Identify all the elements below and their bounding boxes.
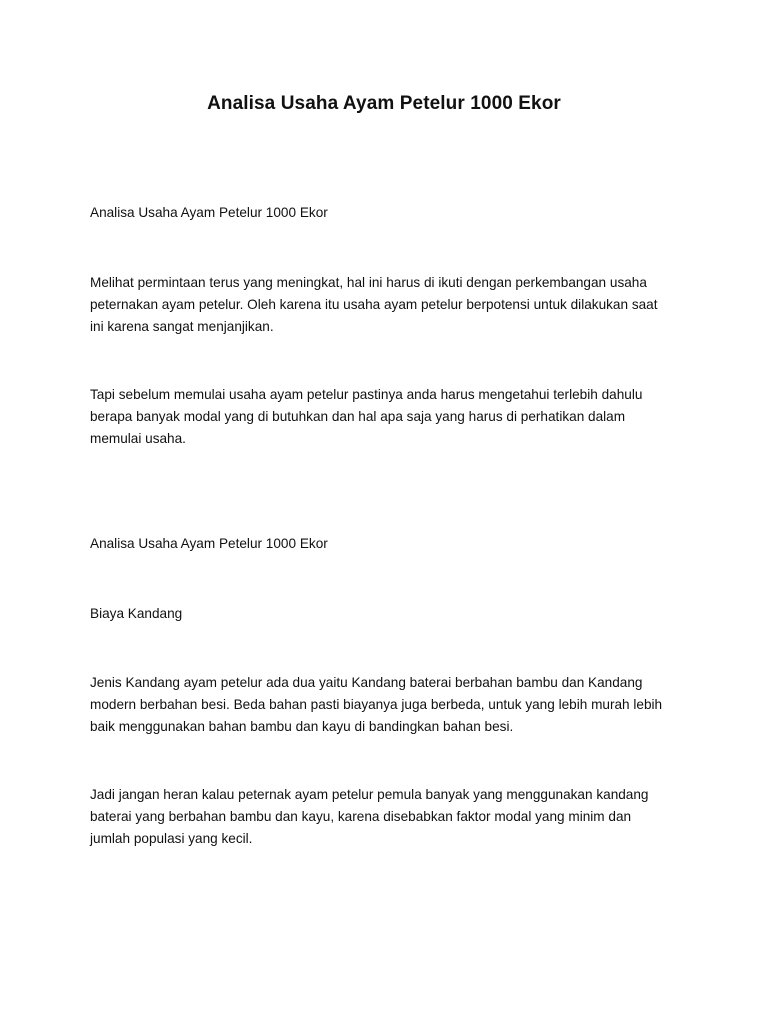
paragraph-intro [90,272,682,338]
text-line: Jenis Kandang ayam petelur ada dua yaitu Kandang baterai berbahan bambu dan Kandang [90,675,643,690]
document-title: Analisa Usaha Ayam Petelur 1000 Ekor [207,93,561,114]
paragraph-cage-types [90,672,682,738]
text-line: Melihat permintaan terus yang meningkat, hal ini harus di ikuti dengan perkembangan usaha [90,275,647,290]
paragraph-capital [90,384,682,450]
text-line: ini karena sangat menjanjikan. [90,319,274,334]
section-heading-biaya-kandang [90,603,682,625]
text-line: peternakan ayam petelur. Oleh karena itu usaha ayam petelur berpotensi untuk dilakukan saat [90,297,658,312]
text-line: modern berbahan besi. Beda bahan pasti biayanya juga berbeda, untuk yang lebih murah lebih [90,697,663,712]
text-line: Tapi sebelum memulai usaha ayam petelur pastinya anda harus mengetahui terlebih dahulu [90,387,643,402]
text-line: memulai usaha. [90,431,186,446]
text-line: baik menggunakan bahan bambu dan kayu di bandingkan bahan besi. [90,719,514,734]
paragraph-heading-2 [90,533,682,555]
paragraph-heading-1 [90,202,682,224]
paragraph-beginner-farmers [90,784,682,850]
text-line: baterai yang berbahan bambu dan kayu, karena disebabkan faktor modal yang minim dan [90,809,632,824]
text-line: berapa banyak modal yang di butuhkan dan hal apa saja yang harus di perhatikan dalam [90,409,626,424]
text-line: Biaya Kandang [90,606,183,621]
text-line: Analisa Usaha Ayam Petelur 1000 Ekor [90,536,328,551]
text-line: jumlah populasi yang kecil. [90,831,253,846]
text-line: Jadi jangan heran kalau peternak ayam petelur pemula banyak yang menggunakan kandang [90,787,649,802]
text-line: Analisa Usaha Ayam Petelur 1000 Ekor [90,205,328,220]
